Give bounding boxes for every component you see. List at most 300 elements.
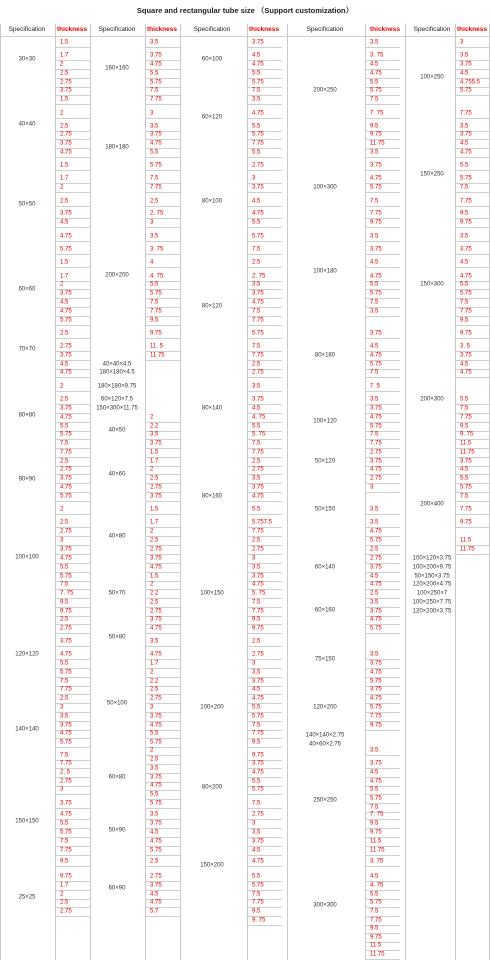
column-divider (90, 24, 91, 960)
spec-cell: 40×40×4.5 (102, 361, 132, 368)
thickness-cell: 7.75 (252, 608, 264, 615)
thickness-cell: 1.5 (150, 573, 159, 580)
thickness-cell: 3.5 (252, 281, 261, 288)
thickness-cell: 9.75 (370, 934, 382, 941)
header-specification: Specification (193, 26, 231, 33)
thickness-cell: 9.75 (370, 722, 382, 729)
thickness-cell: 3. 5 (460, 343, 471, 350)
thickness-cell: 3.75 (150, 52, 162, 59)
thickness-cell: 2.75 (150, 873, 162, 880)
thickness-cell: 4.75 (252, 581, 264, 588)
thickness-cell: 5.5 (60, 423, 69, 430)
header-thickness: thickness (370, 26, 400, 33)
row-divider (145, 916, 180, 917)
spec-cell: 60×80 (108, 774, 126, 781)
row-divider (247, 157, 282, 158)
thickness-cell: 3.75 (252, 678, 264, 685)
thickness-cell: 2.75 (252, 811, 264, 818)
spec-cell: 60×160 (314, 607, 336, 614)
thickness-cell: 3.75 (460, 246, 472, 253)
thickness-cell: 2.75 (252, 162, 264, 169)
spec-cell: 80×140 (201, 405, 223, 412)
header-thickness: thickness (147, 26, 177, 33)
thickness-cell: 7. 5 (370, 383, 381, 390)
thickness-cell: 11.75 (460, 449, 475, 456)
thickness-cell: 2 (150, 528, 154, 535)
spec-cell: 100×180 (313, 268, 337, 275)
thickness-cell: 3.75 (252, 573, 264, 580)
thickness-cell: 2.75 (252, 369, 264, 376)
row-divider (247, 633, 282, 634)
thickness-cell: 7.5 (252, 343, 261, 350)
row-divider (55, 227, 90, 228)
spec-cell: 150×300 (420, 281, 444, 288)
spec-cell: 50×80 (108, 634, 126, 641)
thickness-cell: 9.75 (460, 330, 472, 337)
row-divider (365, 227, 400, 228)
row-divider (247, 227, 282, 228)
row-divider (247, 241, 282, 242)
thickness-cell: 9.5 (252, 616, 261, 623)
thickness-cell: 2.5 (370, 590, 379, 597)
thickness-cell: 4.5 (252, 405, 261, 412)
thickness-cell: 5.75 (370, 795, 382, 802)
thickness-cell: 9. 75 (460, 431, 474, 438)
row-divider (365, 391, 400, 392)
thickness-cell: 2. 75 (150, 210, 164, 217)
thickness-cell: 2.75 (370, 475, 382, 482)
thickness-cell: 4.75 (460, 149, 472, 156)
thickness-cell: 7.75 (460, 110, 472, 117)
thickness-cell: 9.5 (460, 423, 469, 430)
thickness-cell: 7.75 (60, 449, 72, 456)
thickness-cell: 9.75 (252, 752, 264, 759)
thickness-cell: 3.75 (370, 330, 382, 337)
thickness-cell: 2.5 (150, 599, 159, 606)
thickness-cell: 3.75 (60, 352, 72, 359)
thickness-cell: 2.5 (60, 396, 69, 403)
row-divider (247, 325, 282, 326)
thickness-cell: 5.75 (60, 829, 72, 836)
thickness-cell: 4.5 (252, 52, 261, 59)
row-divider (247, 192, 282, 193)
thickness-cell: 3.75 (370, 564, 382, 571)
thickness-cell: 4.5 (150, 829, 159, 836)
thickness-cell: 7.75 (252, 730, 264, 737)
spec-cell: 100×150 (200, 590, 224, 597)
thickness-cell: 5.75 (150, 79, 162, 86)
row-divider (455, 192, 490, 193)
thickness-cell: 7.5 (60, 440, 69, 447)
thickness-cell: 2.5 (252, 458, 261, 465)
spec-cell: 140×140×2.75 (305, 732, 345, 739)
thickness-cell: 2.5 (60, 695, 69, 702)
row-divider (247, 747, 282, 748)
thickness-cell: 11.75 (460, 546, 475, 553)
spec-cell: 80×200 (201, 784, 223, 791)
thickness-cell: 1.7 (60, 175, 69, 182)
thickness-cell: 5.75 (252, 233, 264, 240)
row-divider (455, 267, 490, 268)
thickness-cell: 9.5 (60, 599, 69, 606)
row-divider (247, 47, 282, 48)
spec-cell: 150×250 (420, 171, 444, 178)
thickness-cell: 4.75 (370, 695, 382, 702)
thickness-cell: 9.75 (150, 330, 162, 337)
thickness-cell: 3.75 (60, 210, 72, 217)
spec-cell: 40×60 (108, 471, 126, 478)
header-specification: Specification (98, 26, 136, 33)
thickness-cell: 9.5 (252, 908, 261, 915)
row-divider (455, 157, 490, 158)
thickness-cell: 3.75 (460, 458, 472, 465)
thickness-cell: 5.75 (370, 537, 382, 544)
thickness-cell: 4.75 (460, 369, 472, 376)
row-divider (455, 554, 490, 555)
thickness-cell: 3.5 (150, 765, 159, 772)
spec-cell: 80×180 (314, 352, 336, 359)
thickness-cell: 5. 75 (252, 431, 266, 438)
thickness-cell: 2.5 (60, 123, 69, 130)
row-divider (55, 47, 90, 48)
thickness-cell: 2.5 (60, 519, 69, 526)
row-divider (145, 267, 180, 268)
thickness-cell: 4. 75 (252, 414, 266, 421)
thickness-cell: 7.5 (370, 431, 379, 438)
thickness-cell: 9.75 (370, 219, 382, 226)
thickness-cell: 4.5 (370, 873, 379, 880)
thickness-cell: 5.5 (150, 149, 159, 156)
thickness-cell: 3.5 (252, 564, 261, 571)
thickness-cell: 4.75 (370, 778, 382, 785)
spec-cell: 50×150 (314, 506, 336, 513)
thickness-cell: 2 (150, 669, 154, 676)
thickness-cell: 4.75 (60, 555, 72, 562)
spec-cell: 40×80 (108, 533, 126, 540)
thickness-cell: 4.5 (460, 70, 469, 77)
thickness-cell: 4.75 (370, 616, 382, 623)
thickness-cell: 4.75 (252, 769, 264, 776)
thickness-cell: 5.5 (252, 423, 261, 430)
thickness-cell: 3.5 (370, 233, 379, 240)
spec-cell: 140×140 (15, 726, 39, 733)
thickness-cell: 4. 75 (150, 273, 164, 280)
thickness-cell: 7.75 (150, 96, 162, 103)
thickness-cell: 1.5 (150, 449, 159, 456)
spec-cell: 25×25 (18, 894, 36, 901)
thickness-cell: 3 (150, 110, 154, 117)
row-divider (55, 118, 90, 119)
thickness-cell: 3.5 (370, 747, 379, 754)
row-divider (455, 47, 490, 48)
row-divider (247, 170, 282, 171)
thickness-cell: 2. 75 (252, 273, 266, 280)
thickness-cell: 3.75 (150, 882, 162, 889)
thickness-cell: 4.75 (60, 730, 72, 737)
spec-cell: 80×100 (201, 198, 223, 205)
thickness-cell: 5.5 (252, 778, 261, 785)
thickness-cell: 5.75 (60, 431, 72, 438)
thickness-cell: 7.5 (252, 891, 261, 898)
spec-cell: 50×120 (314, 458, 336, 465)
row-divider (55, 104, 90, 105)
column-divider (0, 24, 1, 960)
thickness-cell: 3.5 (370, 396, 379, 403)
thickness-cell: 5.5 (252, 873, 261, 880)
thickness-cell: 5.5 (252, 149, 261, 156)
spec-cell: 90×90 (18, 476, 36, 483)
row-divider (247, 118, 282, 119)
spec-cell: 100×100 (15, 554, 39, 561)
thickness-cell: 3.75 (370, 660, 382, 667)
thickness-cell: 2.75 (60, 625, 72, 632)
column-divider (287, 24, 288, 960)
row-divider (455, 227, 490, 228)
thickness-cell: 5.75 (252, 882, 264, 889)
thickness-cell: 2.75 (370, 555, 382, 562)
row-divider (365, 730, 400, 731)
thickness-cell: 7.5 (370, 908, 379, 915)
thickness-cell: 3.5 (460, 123, 469, 130)
thickness-cell: 5.5 (150, 791, 159, 798)
spec-cell: 80×120 (201, 303, 223, 310)
thickness-cell: 2 (60, 506, 64, 513)
thickness-cell: 3.5 (150, 431, 159, 438)
thickness-cell: 3.5 (150, 233, 159, 240)
row-divider (145, 241, 180, 242)
row-divider (145, 206, 180, 207)
thickness-cell: 4.5 (60, 299, 69, 306)
row-divider (55, 157, 90, 158)
spec-cell: 120×200×3.75 (412, 608, 452, 615)
thickness-cell: 3.5 (60, 713, 69, 720)
thickness-cell: 2.5 (150, 537, 159, 544)
thickness-cell: 5.75 (252, 330, 264, 337)
thickness-cell: 4.75 (460, 273, 472, 280)
thickness-cell: 3 (252, 660, 256, 667)
row-divider (365, 633, 400, 634)
thickness-cell: 2.5 (252, 259, 261, 266)
thickness-cell: 9.5 (370, 820, 379, 827)
spec-cell: 200×400 (420, 501, 444, 508)
thickness-cell: 5.75 (252, 713, 264, 720)
thickness-cell: 3 (60, 786, 64, 793)
thickness-cell: 5.75 (60, 739, 72, 746)
row-divider (145, 360, 180, 361)
header-thickness: thickness (457, 26, 487, 33)
row-divider (455, 338, 490, 339)
thickness-cell: 7.75 (370, 210, 382, 217)
spec-cell: 40×40 (18, 121, 36, 128)
row-divider (145, 104, 180, 105)
thickness-cell: 3.75 (150, 774, 162, 781)
row-divider (247, 206, 282, 207)
spec-cell: 120×120 (15, 651, 39, 658)
thickness-cell: 1.5 (60, 96, 69, 103)
row-divider (365, 377, 400, 378)
row-divider (365, 241, 400, 242)
thickness-cell: 5.75 (370, 423, 382, 430)
thickness-cell: 7.5 (252, 308, 261, 315)
header-thickness: thickness (57, 26, 87, 33)
row-divider (365, 855, 400, 856)
thickness-cell: 2.5 (60, 330, 69, 337)
row-divider (455, 377, 490, 378)
thickness-cell: 3.5 (370, 308, 379, 315)
thickness-cell: 5.75 (150, 847, 162, 854)
row-divider (55, 192, 90, 193)
thickness-cell: 7.5 (460, 405, 469, 412)
thickness-cell: 2.5 (252, 537, 261, 544)
thickness-cell: 5.75 (252, 786, 264, 793)
thickness-cell: 3.75 (60, 638, 72, 645)
thickness-cell: 3.75 (370, 246, 382, 253)
row-divider (55, 747, 90, 748)
thickness-cell: 3.5 (150, 39, 159, 46)
thickness-cell: 4.75 (370, 581, 382, 588)
thickness-cell: 7.75 (150, 184, 162, 191)
spec-cell: 120×200×4.75 (412, 581, 452, 588)
thickness-cell: 1.7 (150, 660, 159, 667)
thickness-cell: 4.75 (150, 722, 162, 729)
row-divider (247, 514, 282, 515)
thickness-cell: 3.5 (370, 39, 379, 46)
spec-cell: 40×60×2.75 (308, 741, 342, 748)
thickness-cell: 4.75 (370, 273, 382, 280)
thickness-cell: 7.75 (370, 713, 382, 720)
thickness-cell: 3 (370, 484, 374, 491)
row-divider (247, 267, 282, 268)
thickness-cell: 3.75 (150, 493, 162, 500)
thickness-cell: 3.75 (150, 131, 162, 138)
thickness-cell: 7.5 (252, 246, 261, 253)
row-divider (455, 95, 490, 96)
row-divider (365, 492, 400, 493)
row-divider (55, 170, 90, 171)
thickness-cell: 5.75 (150, 739, 162, 746)
spec-cell: 60×90 (108, 885, 126, 892)
thickness-cell: 4.5 (60, 219, 69, 226)
row-divider (365, 267, 400, 268)
thickness-cell: 3.75 (150, 555, 162, 562)
thickness-cell: 2 (60, 184, 64, 191)
thickness-cell: 3 (60, 537, 64, 544)
thickness-cell: 2.2 (150, 678, 159, 685)
row-divider (455, 206, 490, 207)
row-divider (145, 170, 180, 171)
row-divider (247, 254, 282, 255)
row-divider (145, 501, 180, 502)
thickness-cell: 5.75 (460, 175, 472, 182)
thickness-cell: 5.5 (460, 475, 469, 482)
thickness-cell: 4.75 (252, 61, 264, 68)
thickness-cell: 4.75 (252, 493, 264, 500)
spec-cell: 250×250 (313, 797, 337, 804)
thickness-cell: 3.75 (60, 140, 72, 147)
row-divider (365, 170, 400, 171)
row-divider (365, 206, 400, 207)
thickness-cell: 4.5 (460, 466, 469, 473)
thickness-cell: 3.5 (370, 599, 379, 606)
thickness-cell: 5.757.5 (252, 519, 273, 526)
thickness-cell: 3.75 (60, 722, 72, 729)
thickness-cell: 5.5 (252, 123, 261, 130)
row-divider (55, 391, 90, 392)
row-divider (365, 192, 400, 193)
thickness-cell: 2.5 (252, 361, 261, 368)
thickness-cell: 3.5 (150, 811, 159, 818)
thickness-cell: 2.75 (60, 778, 72, 785)
thickness-cell: 3. 75 (150, 246, 164, 253)
thickness-cell: 1.5 (150, 506, 159, 513)
thickness-cell: 4.75 (150, 651, 162, 658)
thickness-cell: 5.75 (370, 361, 382, 368)
thickness-cell: 4.75 (150, 838, 162, 845)
row-divider (145, 118, 180, 119)
thickness-cell: 3 (460, 39, 464, 46)
thickness-cell: 3.75 (252, 396, 264, 403)
tube-size-table (0, 24, 490, 960)
thickness-cell: 7. 75 (370, 110, 384, 117)
thickness-cell: 11.75 (370, 847, 385, 854)
thickness-cell: 2.5 (150, 858, 159, 865)
row-divider (145, 646, 180, 647)
thickness-cell: 9.5 (150, 317, 159, 324)
thickness-cell: 2.75 (252, 651, 264, 658)
thickness-cell: 4.75 (150, 625, 162, 632)
thickness-cell: 7. 75 (370, 811, 384, 818)
thickness-cell: 5.75 (370, 678, 382, 685)
thickness-cell: 5.75 (370, 625, 382, 632)
row-divider (365, 514, 400, 515)
thickness-cell: 3.5 (252, 96, 261, 103)
thickness-cell: 9.5 (60, 858, 69, 865)
thickness-cell: 11.5 (460, 440, 472, 447)
thickness-cell: 3.5 (252, 669, 261, 676)
thickness-cell: 5.5 (252, 704, 261, 711)
row-divider (145, 325, 180, 326)
thickness-cell: 4.75 (150, 61, 162, 68)
thickness-cell: 1.5 (60, 162, 69, 169)
row-divider (365, 338, 400, 339)
thickness-cell: 9.5 (252, 739, 261, 746)
spec-cell: 60×60 (18, 286, 36, 293)
row-divider (247, 391, 282, 392)
thickness-cell: 5.75 (60, 317, 72, 324)
thickness-cell: 5.75 (150, 800, 162, 807)
thickness-cell: 7.75 (460, 198, 472, 205)
thickness-cell: 2 (60, 891, 64, 898)
thickness-cell: 5.5 (252, 219, 261, 226)
spec-cell: 80×160 (201, 493, 223, 500)
thickness-cell: 7.75 (252, 899, 264, 906)
row-divider (455, 118, 490, 119)
thickness-cell: 5.75 (460, 484, 472, 491)
thickness-cell: 2.75 (60, 79, 72, 86)
thickness-cell: 3.75 (150, 820, 162, 827)
column-divider (405, 24, 406, 960)
row-divider (145, 157, 180, 158)
row-divider (145, 866, 180, 867)
row-divider (455, 514, 490, 515)
thickness-cell: 5.5 (460, 396, 469, 403)
thickness-cell: 1.7 (150, 519, 159, 526)
thickness-cell: 7.75 (252, 352, 264, 359)
row-divider (247, 794, 282, 795)
thickness-cell: 5.5 (252, 70, 261, 77)
spec-cell: 50×100 (106, 700, 128, 707)
thickness-cell: 2.5 (60, 616, 69, 623)
